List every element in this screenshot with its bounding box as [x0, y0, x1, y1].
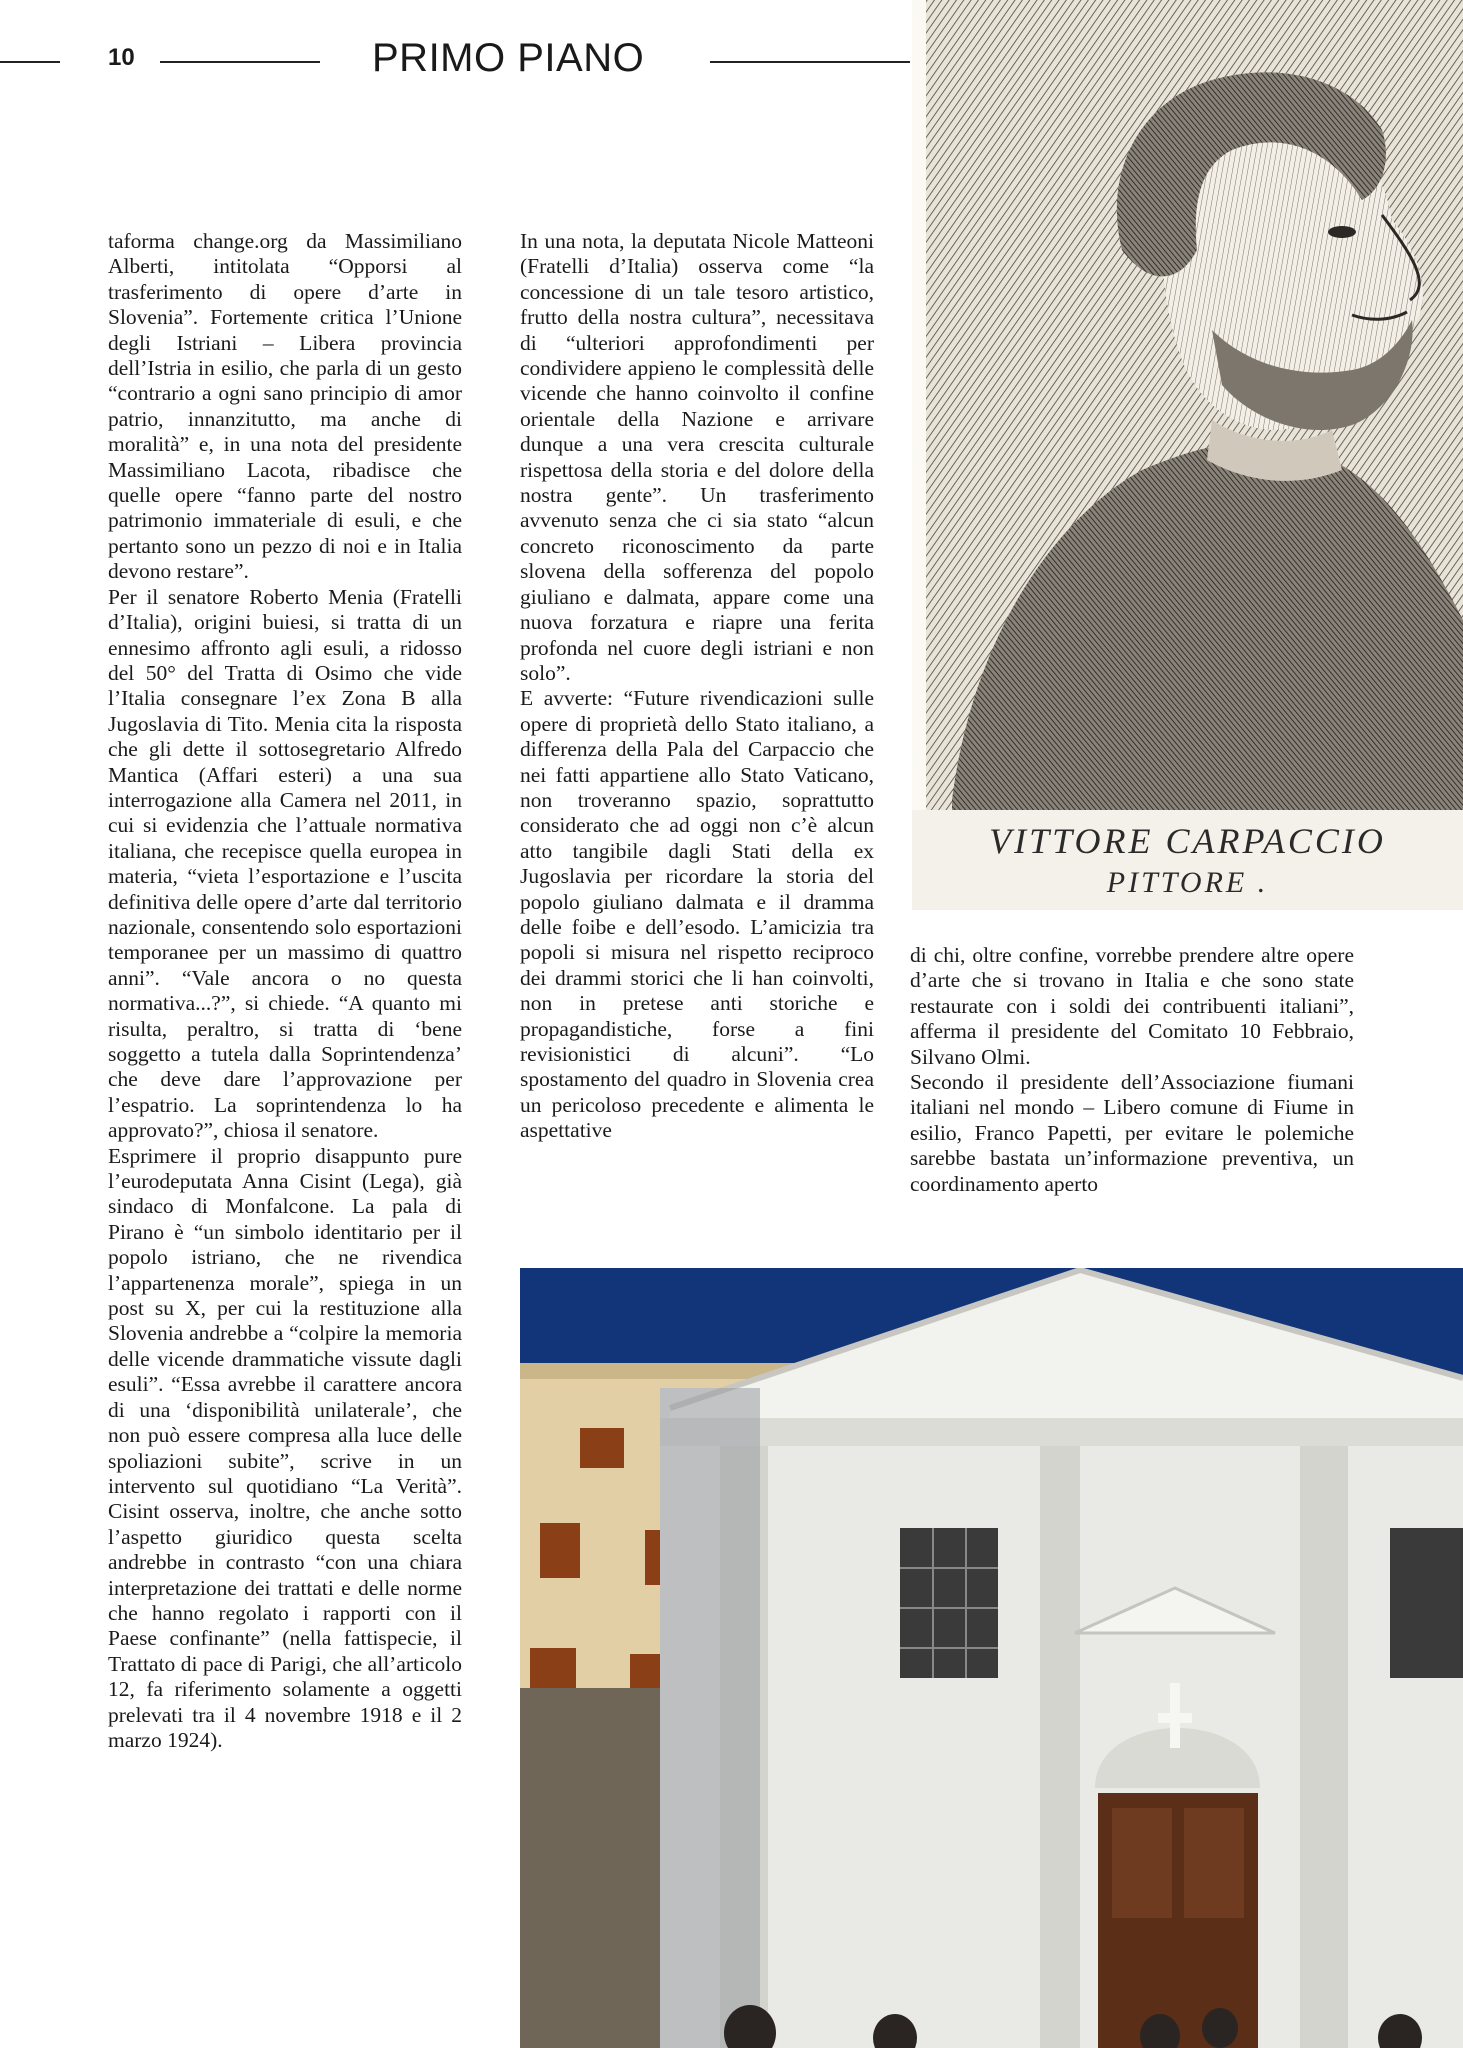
- portrait-caption-name: VITTORE CARPACCIO: [989, 821, 1386, 861]
- article-column-2: [520, 229, 874, 1144]
- article-column-3: [910, 943, 1354, 1197]
- paragraph: In una nota, la deputata Nicole Matteoni (Fratelli d’Italia) osserva come “la concessione di un tale tesoro artistico, frutto della nostra cultura”, necessitava di “ulteriori approfondimenti per condividere appieno le complessità delle vicende che hanno coinvolto il confine orientale della Nazione e arrivare dunque a una vera crescita culturale rispettosa della storia e del dolore della nostra gente”. Un trasferimento avvenuto senza che ci sia stato “alcun concreto riconoscimento da parte slovena della sofferenza del popolo giuliano e dalmata, appare come una nuova forzatura e riapre una ferita profonda nel cuore degli istriani e non solo”.: [520, 229, 874, 685]
- church-illustration: [520, 1268, 1463, 2048]
- portrait-engraving: [912, 0, 1463, 810]
- paragraph: di chi, oltre confine, vorrebbe prendere altre opere d’arte che si trovano in Italia e che sono state restaurate con i soldi dei contribuenti italiani”, afferma il presidente del Comitato 10 Febbraio, Silvano Olmi.: [910, 943, 1354, 1069]
- section-title: PRIMO PIANO: [372, 36, 645, 80]
- header-line-left: [0, 61, 60, 63]
- paragraph: Secondo il presidente dell’Associazione fiumani italiani nel mondo – Libero comune di Fiume in esilio, Franco Papetti, per evitare le polemiche sarebbe bastata un’informazione preventiva, un coordinamento aperto: [910, 1070, 1354, 1196]
- portrait-image: [912, 0, 1463, 910]
- paragraph: E avverte: “Future rivendicazioni sulle opere di proprietà dello Stato italiano, a differenza della Pala del Carpaccio che nei fatti appartiene allo Stato Vaticano, non troveranno spazio, soprattutto considerato che ad oggi non c’è alcun atto tangibile dagli Stati della ex Jugoslavia per ricordare la storia del popolo giuliano dalmata e il dramma delle foibe e dell’esodo. L’amicizia tra popoli si misura nel rispetto reciproco dei drammi storici che li han coinvolti, non in pretese anti storiche e propagandistiche, forse a fini revisionistici di alcuni”. “Lo spostamento del quadro in Slovenia crea un pericoloso precedente e alimenta le aspettative: [520, 686, 874, 1143]
- paragraph: taforma change.org da Massimiliano Alberti, intitolata “Opporsi al trasferimento di opere d’arte in Slovenia”. Fortemente critica l’Unione degli Istriani – Libera provincia dell’Istria in esilio, che parla di un gesto “contrario a ogni sano principio di amor patrio, innanzitutto, ma anche di moralità” e, in una nota del presidente Massimiliano Lacota, ribadisce che quelle opere “fanno parte del nostro patrimonio immateriale di esuli, e che pertanto sono un pezzo di noi e in Italia devono restare”.: [108, 229, 462, 584]
- article-column-1: [108, 229, 462, 1753]
- church-photo: [520, 1268, 1463, 2048]
- paragraph: Esprimere il proprio disappunto pure l’eurodeputata Anna Cisint (Lega), già sindaco di Monfalcone. La pala di Pirano è “un simbolo identitario per il popolo istriano, che ne rivendica l’appartenenza morale”, spiega in un post su X, per cui la restituzione alla Slovenia andrebbe a “colpire la memoria delle vicende drammatiche vissute dagli esuli”. “Essa avrebbe il carattere ancora di una ‘disponibilità unilaterale’, che non può essere compresa alla luce delle spoliazioni subite”, scrive in un intervento sul quotidiano “La Verità”. Cisint osserva, inoltre, che anche sotto l’aspetto giuridico questa scelta andrebbe in contrasto “con una chiara interpretazione dei trattati e delle norme che hanno regolato i rapporti con il Paese confinante” (nella fattispecie, il Trattato di pace di Parigi, che all’articolo 12, fa riferimento solamente a oggetti prelevati tra il 4 novembre 1918 e il 2 marzo 1924).: [108, 1143, 462, 1752]
- paragraph: Per il senatore Roberto Menia (Fratelli d’Italia), origini buiesi, si tratta di un ennesimo affronto agli esuli, a ridosso del 50° del Tratta di Osimo che vide l’Italia consegnare l’ex Zona B alla Jugoslavia di Tito. Menia cita la risposta che gli dette il sottosegretario Alfredo Mantica (Affari esteri) a una sua interrogazione alla Camera nel 2011, in cui si evidenzia che l’attuale normativa italiana, che recepisce quella europea in materia, “vieta l’esportazione e l’uscita definitiva delle opere d’arte dal territorio nazionale, consentendo solo esportazioni temporanee per un massimo di quattro anni”. “Vale ancora o no questa normativa...?”, si chiede. “A quanto mi risulta, peraltro, si tratta di ‘bene soggetto a tutela dalla Soprintendenza’ che deve dare l’approvazione per l’espatrio. La soprintendenza lo ha approvato?”, chiosa il senatore.: [108, 584, 462, 1143]
- page-number: 10: [108, 44, 135, 71]
- portrait-caption-title: PITTORE .: [1106, 866, 1269, 899]
- header-line-right: [710, 61, 910, 63]
- header-line-mid: [160, 61, 320, 63]
